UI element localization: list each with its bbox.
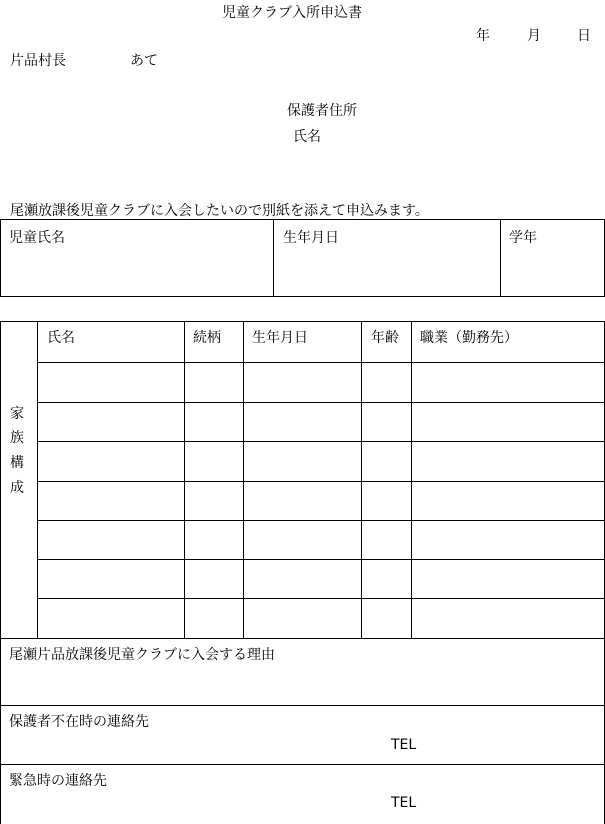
- addressee: 片品村長: [10, 53, 66, 69]
- honorific: あて: [130, 53, 158, 69]
- date-day: 日: [577, 28, 591, 44]
- family-col-relation: 続柄: [193, 330, 221, 346]
- family-side-label-3: 構: [10, 455, 24, 471]
- family-side-label-4: 成: [10, 480, 24, 496]
- guardian-name-label: 氏名: [293, 129, 321, 145]
- child-birth-label: 生年月日: [283, 230, 339, 246]
- child-table: [0, 219, 605, 297]
- family-col-name: 氏名: [47, 330, 75, 346]
- family-col-age: 年齢: [371, 330, 399, 346]
- family-side-label-1: 家: [10, 406, 24, 422]
- family-table: [0, 321, 605, 824]
- statement-text: 尾瀬放課後児童クラブに入会したいので別紙を添えて申込みます。: [10, 203, 429, 219]
- child-grade-label: 学年: [509, 230, 537, 246]
- absent-contact-tel: TEL: [391, 737, 417, 753]
- emergency-contact-tel: TEL: [391, 795, 417, 811]
- reason-label: 尾瀬片品放課後児童クラブに入会する理由: [9, 647, 275, 663]
- emergency-contact-label: 緊急時の連絡先: [9, 773, 107, 789]
- absent-contact-label: 保護者不在時の連絡先: [9, 714, 149, 730]
- date-month: 月: [527, 28, 541, 44]
- family-col-birth: 生年月日: [252, 330, 308, 346]
- date-year: 年: [476, 28, 490, 44]
- form-title: 児童クラブ入所申込書: [222, 5, 362, 21]
- guardian-address-label: 保護者住所: [287, 103, 357, 119]
- family-side-label-2: 族: [10, 430, 24, 446]
- family-col-occupation: 職業（勤務先）: [420, 330, 518, 346]
- child-name-label: 児童氏名: [9, 230, 65, 246]
